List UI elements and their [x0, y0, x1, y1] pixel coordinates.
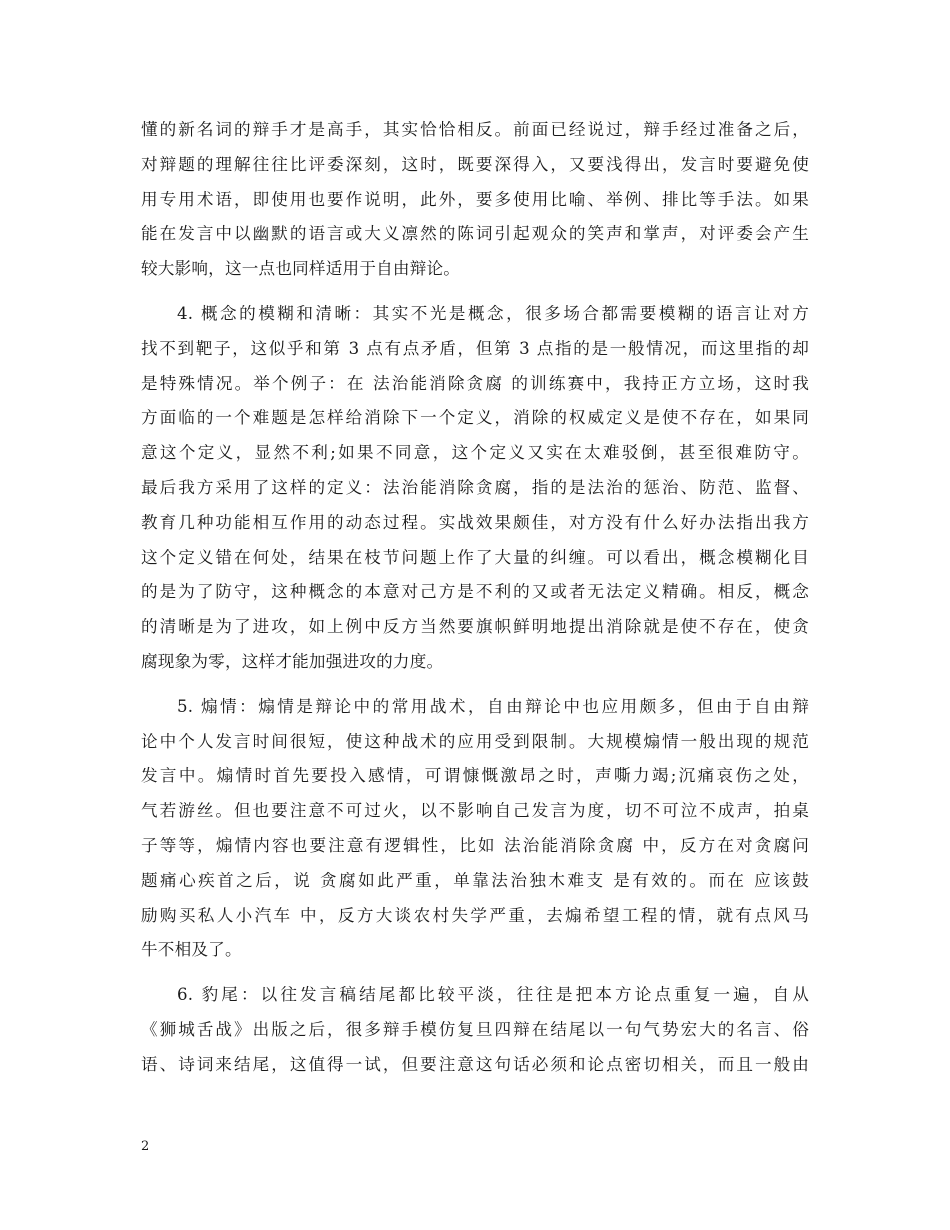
text-line: 语、诗词来结尾，这值得一试，但要注意这句话必须和论点密切相关，而且一般由 — [141, 1054, 809, 1074]
text-line: 气若游丝。但也要注意不可过火，以不影响自己发言为度，切不可泣不成声，拍桌 — [141, 801, 809, 821]
text-line: 4. 概念的模糊和清晰：其实不光是概念，很多场合都需要模糊的语言让对方 — [177, 303, 809, 323]
paragraph — [141, 978, 809, 1082]
text-line: 子等等，煽情内容也要注意有逻辑性，比如 法治能消除贪腐 中，反方在对贪腐问 — [141, 835, 809, 855]
text-line: 意这个定义，显然不利;如果不同意，这个定义又实在太难驳倒，甚至很难防守。 — [141, 443, 809, 463]
text-line: 论中个人发言时间很短，使这种战术的应用受到限制。大规模煽情一般出现的规范 — [141, 731, 809, 751]
text-line: 用专用术语，即使用也要作说明，此外，要多使用比喻、举例、排比等手法。如果 — [141, 189, 809, 209]
text-line: 这个定义错在何处，结果在枝节问题上作了大量的纠缠。可以看出，概念模糊化目 — [141, 547, 809, 567]
text-line: 励购买私人小汽车 中，反方大谈农村失学严重，去煽希望工程的情，就有点风马 — [141, 905, 809, 925]
text-line: 题痛心疾首之后，说 贪腐如此严重，单靠法治独木难支 是有效的。而在 应该鼓 — [141, 870, 809, 890]
text-line: 最后我方采用了这样的定义：法治能消除贪腐，指的是法治的惩治、防范、监督、 — [141, 477, 809, 497]
paragraph — [141, 297, 809, 680]
paragraph — [141, 690, 809, 968]
text-line: 教育几种功能相互作用的动态过程。实战效果颇佳，对方没有什么好办法指出我方 — [141, 512, 809, 532]
document-body — [141, 113, 809, 1093]
text-line: 腐现象为零，这样才能加强进攻的力度。 — [141, 651, 444, 671]
text-line: 5. 煽情：煽情是辩论中的常用战术，自由辩论中也应用颇多，但由于自由辩 — [177, 696, 809, 716]
text-line: 是特殊情况。举个例子：在 法治能消除贪腐 的训练赛中，我持正方立场，这时我 — [141, 373, 809, 393]
text-line: 方面临的一个难题是怎样给消除下一个定义，消除的权威定义是使不存在，如果同 — [141, 408, 809, 428]
text-line: 能在发言中以幽默的语言或大义凛然的陈词引起观众的笑声和掌声，对评委会产生 — [141, 224, 809, 244]
text-line: 对辩题的理解往往比评委深刻，这时，既要深得入，又要浅得出，发言时要避免使 — [141, 154, 809, 174]
text-line: 找不到靶子，这似乎和第 3 点有点矛盾，但第 3 点指的是一般情况，而这里指的却 — [141, 338, 809, 358]
text-line: 的是为了防守，这种概念的本意对己方是不利的又或者无法定义精确。相反，概念 — [141, 582, 809, 602]
text-line: 《狮城舌战》出版之后，很多辩手模仿复旦四辩在结尾以一句气势宏大的名言、俗 — [141, 1019, 809, 1039]
text-line: 6. 豹尾：以往发言稿结尾都比较平淡，往往是把本方论点重复一遍，自从 — [177, 985, 809, 1005]
paragraph — [141, 113, 809, 287]
text-line: 发言中。煽情时首先要投入感情，可谓慷慨激昂之时，声嘶力竭;沉痛哀伤之处， — [141, 766, 809, 786]
page-number: 2 — [141, 1139, 150, 1154]
text-line: 牛不相及了。 — [141, 940, 242, 960]
text-line: 的清晰是为了进攻，如上例中反方当然要旗帜鲜明地提出消除就是使不存在，使贪 — [141, 617, 809, 637]
text-line: 懂的新名词的辩手才是高手，其实恰恰相反。前面已经说过，辩手经过准备之后， — [141, 120, 809, 139]
text-line: 较大影响，这一点也同样适用于自由辩论。 — [141, 259, 461, 279]
